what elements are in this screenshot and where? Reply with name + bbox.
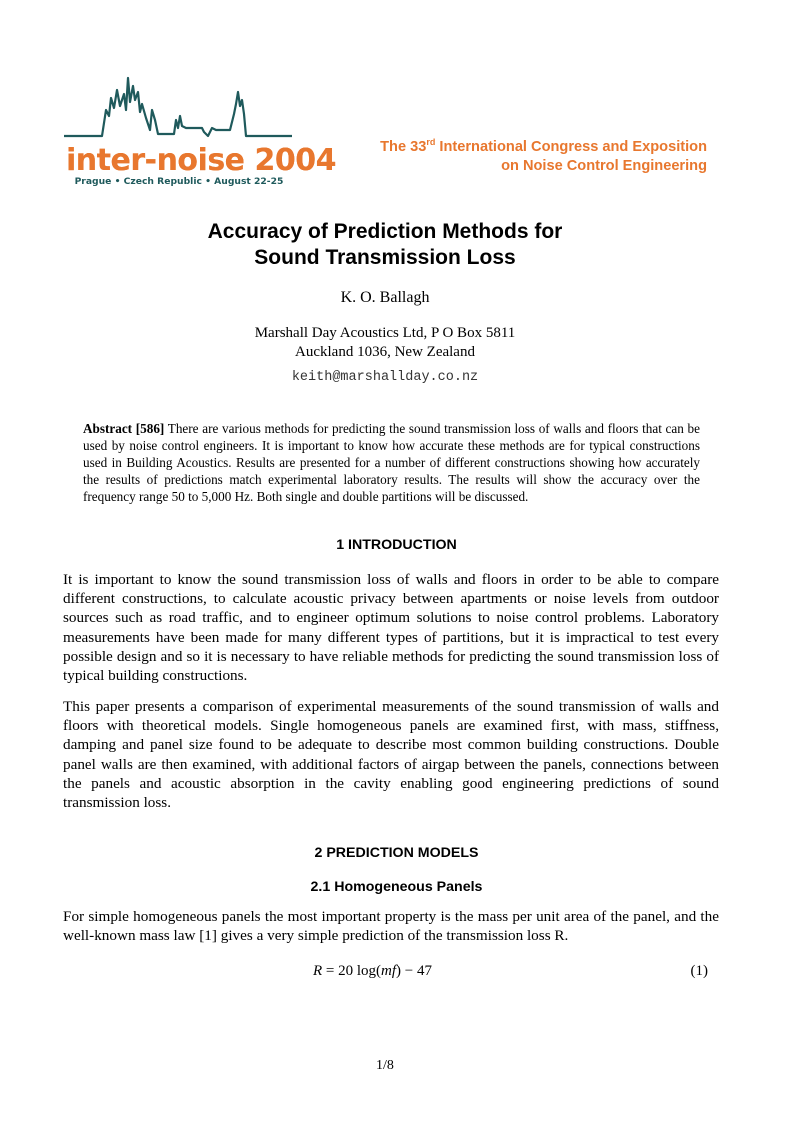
affiliation xyxy=(0,324,770,362)
intro-paragraph-1: It is important to know the sound transmission loss of walls and floors in order to be able to compare different constructions, to calculate acoustic privacy between apartments or noise levels from outdoor sources such as road traffic, and to engineer optimum solutions to noise control problems. Laboratory measurements have been made for many different types of partitions, but it is impractical to test every possible design and so it is necessary to have reliable methods for predicting the sound transmission loss of typical building constructions. xyxy=(63,571,719,685)
author-name: K. O. Ballagh xyxy=(340,289,430,306)
prague-skyline-icon xyxy=(62,70,294,150)
section-heading-introduction: 1 INTRODUCTION xyxy=(336,537,457,553)
abstract-text: There are various methods for predicting the sound transmission loss of walls and floors that can be used by noise control engineers. It is important to know how accurate these methods are for typical constructions used in Building Acoustics. Results are presented for a number of different constructions showing how accurately the results of predictions match experimental laboratory results. The results will show the accuracy over the frequency range 50 to 5,000 Hz. Both single and double partitions will be discussed. xyxy=(83,421,700,505)
title-line-1: Accuracy of Prediction Methods for xyxy=(207,220,563,243)
congress-line1 xyxy=(380,138,707,157)
logo-subtitle: Prague • Czech Republic • August 22-25 xyxy=(74,176,284,187)
equation-rhs-pre: = 20 log( xyxy=(322,963,382,979)
paper-title xyxy=(0,219,770,271)
affiliation-line-1: Marshall Day Acoustics Ltd, P O Box 5811 xyxy=(254,325,516,341)
congress-header xyxy=(380,138,707,176)
conference-logo xyxy=(62,70,336,190)
equation-variable: mf xyxy=(381,963,397,979)
page-number: 1/8 xyxy=(376,1058,394,1073)
models-paragraph-1: For simple homogeneous panels the most important property is the mass per unit area of the panel, and the well-known mass law [1] gives a very simple prediction of the transmission loss R. xyxy=(63,908,719,945)
congress-line2: on Noise Control Engineering xyxy=(501,158,707,174)
section-heading-prediction-models: 2 PREDICTION MODELS xyxy=(314,845,479,861)
equation-number: (1) xyxy=(690,963,708,979)
equation-rhs-post: ) − 47 xyxy=(396,963,433,979)
abstract xyxy=(83,420,700,505)
logo-wordmark: inter-noise 2004 xyxy=(66,143,336,178)
abstract-label: Abstract [586] xyxy=(83,421,165,436)
congress-ordinal: rd xyxy=(426,137,436,147)
title-line-2: Sound Transmission Loss xyxy=(254,246,516,269)
congress-number: The 33 xyxy=(380,139,427,155)
equation-formula xyxy=(313,963,432,980)
equation-lhs: R xyxy=(313,963,323,979)
intro-paragraph-2: This paper presents a comparison of experimental measurements of the sound transmission of walls and floors with theoretical models. Single homogeneous panels are examined first, with mass, stiffness, damping and panel size found to be adequate to describe most common building constructions. Double panel walls are then examined, with additional factors of airgap between the panels, connections between the panels and acoustic absorption in the cavity enabling good engineering predictions of sound transmission loss. xyxy=(63,698,719,812)
affiliation-line-2: Auckland 1036, New Zealand xyxy=(295,344,475,360)
subsection-heading-homogeneous-panels: 2.1 Homogeneous Panels xyxy=(310,879,483,895)
congress-name: International Congress and Exposition xyxy=(435,139,707,155)
author-email: keith@marshallday.co.nz xyxy=(291,370,479,385)
